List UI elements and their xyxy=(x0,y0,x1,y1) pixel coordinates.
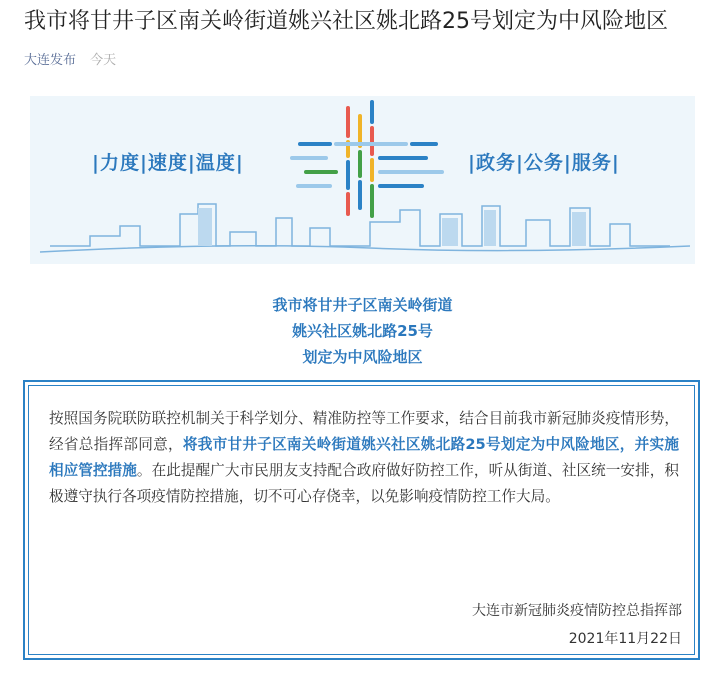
notice-body xyxy=(49,406,679,510)
article-title: 我市将甘井子区南关岭街道姚兴社区姚北路25号划定为中风险地区 xyxy=(24,9,668,34)
banner-image xyxy=(30,96,695,264)
notice-inner-frame xyxy=(28,385,695,655)
notice-box xyxy=(23,380,700,660)
account-name-link[interactable]: 大连发布 xyxy=(24,53,77,68)
banner-slogan-right: |政务|公务|服务| xyxy=(468,152,620,174)
notice-text-highlight: 将我市甘井子区南关岭街道姚兴社区姚北路25号划定为中风险地区，并实施相应管控措施 xyxy=(49,436,679,479)
headline xyxy=(0,292,725,370)
signature-date: 2021年11月22日 xyxy=(568,631,682,647)
notice-text-before: 按照国务院联防联控机制关于科学划分、精准防控等工作要求，结合目前我市新冠肺炎疫情形势，经省总指挥部同意， xyxy=(49,410,679,453)
headline-line-3: 划定为中风险地区 xyxy=(302,348,423,366)
article-meta xyxy=(24,52,116,70)
signature-organization: 大连市新冠肺炎疫情防控总指挥部 xyxy=(472,603,682,619)
headline-line-2: 姚兴社区姚北路25号 xyxy=(292,322,433,340)
notice-text-after: 。在此提醒广大市民朋友支持配合政府做好防控工作，听从街道、社区统一安排，积极遵守执行各项疫情防控措施，切不可心存侥幸，以免影响疫情防控工作大局。 xyxy=(49,462,679,505)
logo-emblem xyxy=(30,96,695,264)
banner-slogan-left: |力度|速度|温度| xyxy=(92,152,244,174)
headline-line-1: 我市将甘井子区南关岭街道 xyxy=(272,296,453,314)
publish-date: 今天 xyxy=(90,53,117,68)
